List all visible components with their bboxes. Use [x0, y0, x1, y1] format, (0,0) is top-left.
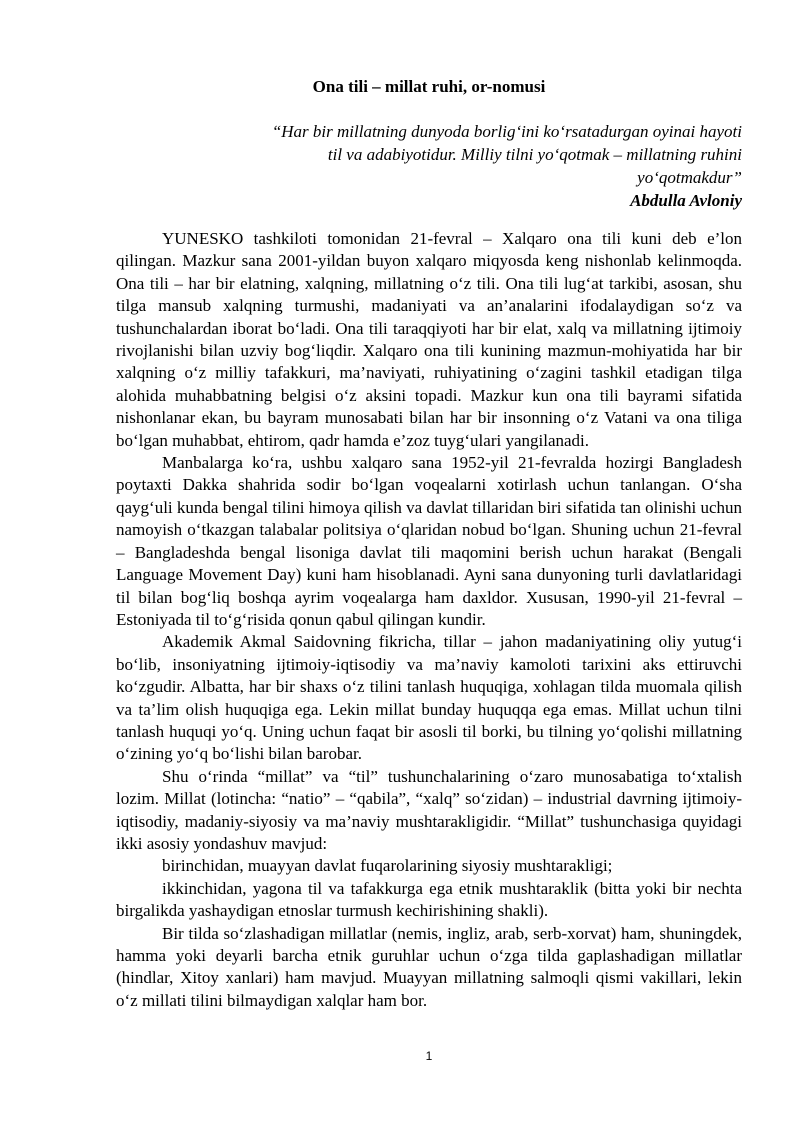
paragraph: Manbalarga ko‘ra, ushbu xalqaro sana 1952-yil 21-fevralda hozirgi Bangladesh poytaxti Dakka shahrida sodir bo‘lgan voqealarni xotirlash uchun tanlangan. O‘sha qayg‘uli kunda bengal tilini himoya qilish va davlat tillaridan biri sifatida tan olinishi uchun namoyish o‘tkazgan talabalar politsiya o‘qlaridan nobud bo‘lgan. Shuning uchun 21-fevral – Bangladeshda bengal lisoniga davlat tili maqomini berish uchun harakat (Bengali Language Movement Day) kuni ham hisoblanadi. Ayni sana dunyoning turli davlatlaridagi til bilan bog‘liq boshqa ayrim voqealarga ham daxldor. Xususan, 1990-yil 21-fevral – Estoniyada til to‘g‘risida qonun qabul qilingan kundir. [116, 453, 742, 629]
paragraph: Shu o‘rinda “millat” va “til” tushunchalarining o‘zaro munosabatiga to‘xtalish lozim. Millat (lotincha: “natio” – “qabila”, “xalq” so‘zidan) – industrial davrning ijtimoiy-iqtisodiy, madaniy-siyosiy va ma’naviy mushtarakligidir. “Millat” tushunchasiga quyidagi ikki asosiy yondashuv mavjud: [116, 766, 742, 853]
epigraph-quote: “Har bir millatning dunyoda borlig‘ini ko‘rsatadurgan oyinai hayoti til va adabiyotidur. Milliy tilni yo‘qotmak – millatning ruhini yo‘qotmakdur” [271, 122, 742, 187]
paragraph: Akademik Akmal Saidovning fikricha, tillar – jahon madaniyatining oliy yutug‘i bo‘lib, insoniyatning ijtimoiy-iqtisodiy va ma’naviy kamoloti tarixini aks ettiruvchi ko‘zgudir. Albatta, har bir shaxs o‘z tilini tanlash huquqiga, xohlagan tilda muomala qilish va ta’lim olish huquqiga ega. Lekin millat bunday huquqqa ega emas. Millat uchun tilni tanlash huquqi yo‘q. Uning uchun faqat bir asosli til borki, bu tilning yo‘qolishi millatning o‘zining yo‘q bo‘lishi bilan barobar. [116, 632, 742, 764]
list-item: ikkinchidan, yagona til va tafakkurga ega etnik mushtaraklik (bitta yoki bir nechta birgalikda yashaydigan etnoslar turmush kechirishining shakli). [116, 878, 742, 921]
list-item: birinchidan, muayyan davlat fuqarolarining siyosiy mushtarakligi; [162, 856, 613, 876]
paragraph: YUNESKO tashkiloti tomonidan 21-fevral – Xalqaro ona tili kuni deb e’lon qilingan. Mazkur sana 2001-yildan buyon xalqaro miqyosda keng nishonlab kelinmoqda. Ona tili – har bir elatning, xalqning, millatning o‘z tili. Ona tili lug‘at tarkibi, asosan, shu tilga mansub xalqning turmushi, madaniyati va an’analarini ifodalaydigan so‘z va tushunchalardan iborat bo‘ladi. Ona tili taraqqiyoti har bir elat, xalq va millatning ijtimoiy rivojlanishi bilan uzviy bog‘liqdir. Xalqaro ona tili kunining mazmun-mohiyatida har bir xalqning o‘z milliy tafakkuri, ma’naviyati, ruhiyatining o‘zagini tashkil etadigan tilga alohida muhabbatning belgisi o‘z aksini topadi. Mazkur kun ona tili bayrami sifatida nishonlanar ekan, bu bayram munosabati bilan har bir insonning o‘z Vatani va ona tiliga bo‘lgan muhabbat, ehtirom, qadr hamda e’zoz tuyg‘ulari yangilanadi. [116, 229, 742, 450]
document-body [116, 228, 742, 1012]
epigraph [262, 120, 742, 212]
document-title: Ona tili – millat ruhi, or-nomusi [312, 77, 546, 96]
epigraph-author: Abdulla Avloniy [630, 191, 742, 210]
paragraph: Bir tilda so‘zlashadigan millatlar (nemis, ingliz, arab, serb-xorvat) ham, shuningdek, hamma yoki deyarli barcha etnik guruhlar uchun o‘zga tilda gaplashadigan millatlar (hindlar, Xitoy xanlari) ham mavjud. Muayyan millatning salmoqli qismi vakillari, lekin o‘z millati tilini bilmaydigan xalqlar ham bor. [116, 923, 742, 1010]
page-number: 1 [425, 1049, 433, 1063]
